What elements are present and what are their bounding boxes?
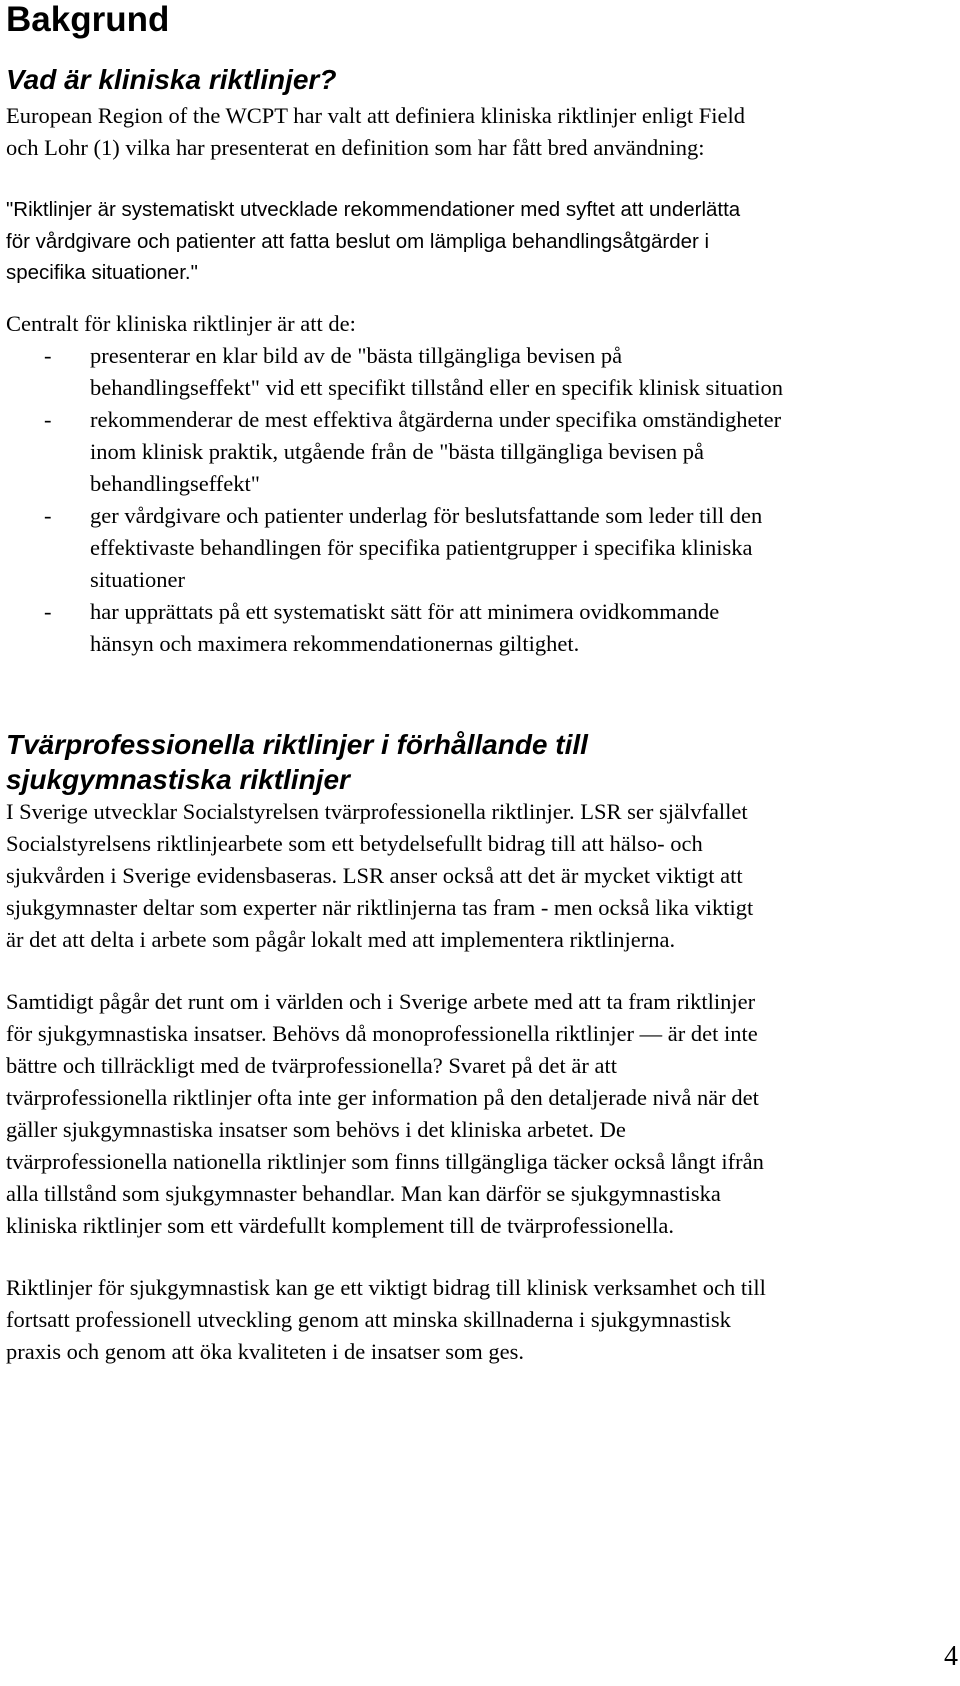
list-bullet: - xyxy=(44,343,52,368)
text-line: Samtidigt pågår det runt om i världen och i Sverige arbete med att ta fram riktlinjer xyxy=(6,989,756,1014)
text-line: fortsatt professionell utveckling genom att minska skillnaderna i sjukgymnastisk xyxy=(6,1307,731,1332)
text-line: hänsyn och maximera rekommendationernas giltighet. xyxy=(90,631,580,656)
page-number: 4 xyxy=(944,1641,958,1672)
text-line: har upprättats på ett systematiskt sätt för att minimera ovidkommande xyxy=(90,599,720,624)
text-line: för vårdgivare och patienter att fatta beslut om lämpliga behandlingsåtgärder i xyxy=(6,229,710,253)
text-line: European Region of the WCPT har valt att definiera kliniska riktlinjer enligt Field xyxy=(6,103,745,128)
text-line: I Sverige utvecklar Socialstyrelsen tvärprofessionella riktlinjer. LSR ser självfallet xyxy=(6,799,748,824)
text-line: specifika situationer." xyxy=(6,261,198,284)
text-line: behandlingseffekt" vid ett specifikt tillstånd eller en specifik klinisk situation xyxy=(90,375,783,400)
text-line: Riktlinjer för sjukgymnastisk kan ge ett viktigt bidrag till klinisk verksamhet och till xyxy=(6,1275,766,1300)
paragraph-monoprofessionella xyxy=(6,986,764,1242)
page-heading: Bakgrund xyxy=(6,0,170,39)
text-line: gäller sjukgymnastiska insatser som behövs i det kliniska arbetet. De xyxy=(6,1117,626,1142)
text-line: inom klinisk praktik, utgående från de "bästa tillgängliga bevisen på xyxy=(90,439,705,464)
text-line: presenterar en klar bild av de "bästa tillgängliga bevisen på xyxy=(90,343,623,368)
text-line: alla tillstånd som sjukgymnaster behandlar. Man kan därför se sjukgymnastiska xyxy=(6,1181,721,1206)
section-title-tvarprofessionella xyxy=(6,727,588,797)
text-line: tvärprofessionella nationella riktlinjer som finns tillgängliga täcker också långt ifrån xyxy=(6,1149,764,1174)
paragraph-socialstyrelsen xyxy=(6,796,753,956)
definition-quote xyxy=(6,194,740,289)
list-item xyxy=(6,340,783,404)
text-line: effektivaste behandlingen för specifika patientgrupper i specifika kliniska xyxy=(90,535,753,560)
text-line: "Riktlinjer är systematiskt utvecklade rekommendationer med syftet att underlätta xyxy=(6,198,741,221)
list-intro: Centralt för kliniska riktlinjer är att de: xyxy=(6,311,356,336)
text-line: och Lohr (1) vilka har presenterat en definition som har fått bred användning: xyxy=(6,135,705,160)
text-line: rekommenderar de mest effektiva åtgärderna under specifika omständigheter xyxy=(90,407,782,432)
text-line: för sjukgymnastiska insatser. Behövs då monoprofessionella riktlinjer — är det inte xyxy=(6,1021,758,1046)
criteria-list xyxy=(6,340,783,660)
list-bullet: - xyxy=(44,599,52,624)
paragraph-bidrag xyxy=(6,1272,766,1368)
criteria-block xyxy=(6,308,783,660)
text-line: är det att delta i arbete som pågår lokalt med att implementera riktlinjerna. xyxy=(6,927,676,952)
list-item xyxy=(6,596,783,660)
intro-paragraph xyxy=(6,100,745,164)
text-line: tvärprofessionella riktlinjer ofta inte ger information på den detaljerade nivå när det xyxy=(6,1085,759,1110)
text-line: bättre och tillräckligt med de tvärprofessionella? Svaret på det är att xyxy=(6,1053,618,1078)
title-line: sjukgymnastiska riktlinjer xyxy=(6,764,350,795)
text-line: sjukvården i Sverige evidensbaseras. LSR anser också att det är mycket viktigt att xyxy=(6,863,743,888)
section-title-riktlinjer: Vad är kliniska riktlinjer? xyxy=(6,64,337,95)
text-line: behandlingseffekt" xyxy=(90,471,260,496)
list-item xyxy=(6,500,783,596)
list-bullet: - xyxy=(44,503,52,528)
text-line: ger vårdgivare och patienter underlag för beslutsfattande som leder till den xyxy=(90,503,763,528)
text-line: praxis och genom att öka kvaliteten i de insatser som ges. xyxy=(6,1339,524,1364)
text-line: sjukgymnaster deltar som experter när riktlinjerna tas fram - men också lika viktigt xyxy=(6,895,754,920)
list-item xyxy=(6,404,783,500)
title-line: Tvärprofessionella riktlinjer i förhållande till xyxy=(6,729,588,760)
text-line: situationer xyxy=(90,567,185,592)
list-bullet: - xyxy=(44,407,52,432)
text-line: kliniska riktlinjer som ett värdefullt komplement till de tvärprofessionella. xyxy=(6,1213,674,1238)
text-line: Socialstyrelsens riktlinjearbete som ett betydelsefullt bidrag till att hälso- och xyxy=(6,831,703,856)
